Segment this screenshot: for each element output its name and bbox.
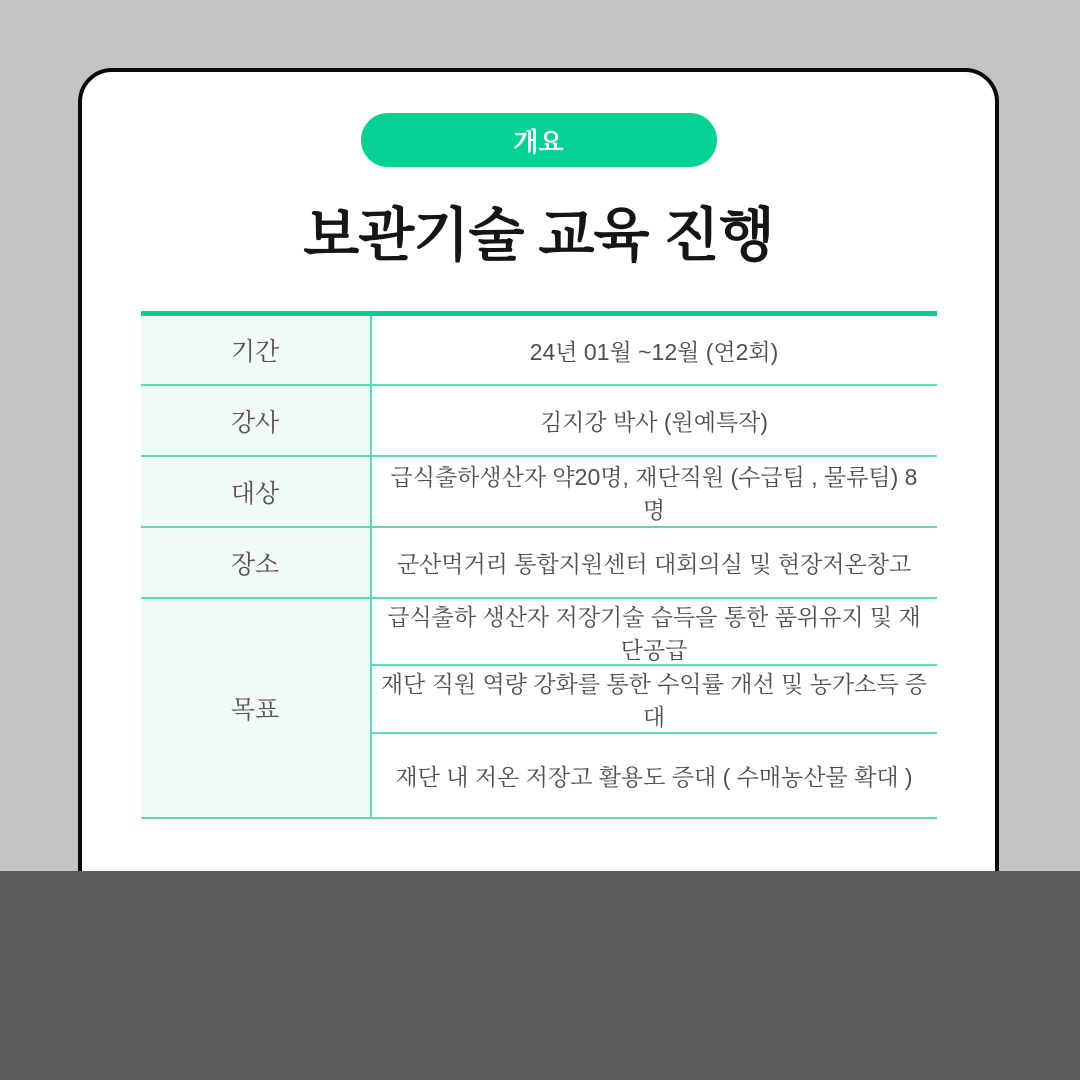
section-badge	[361, 113, 717, 167]
table-row-value-place: 군산먹거리 통합지원센터 대회의실 및 현장저온창고	[372, 528, 937, 599]
table-row-value-period: 24년 01월 ~12월 (연2회)	[372, 316, 937, 386]
table-row-label-period: 기간	[141, 316, 372, 386]
section-badge-label: 개요	[513, 126, 564, 157]
page-title: 보관기술 교육 진행	[303, 203, 774, 268]
table-row-value-goal-2: 재단 직원 역량 강화를 통한 수익률 개선 및 농가소득 증대	[372, 666, 937, 734]
table-row-value-instructor: 김지강 박사 (원예특작)	[372, 386, 937, 457]
table-row-value-goal-1: 급식출하 생산자 저장기술 습득을 통한 품위유지 및 재단공급	[372, 599, 937, 666]
table-row-value-target: 급식출하생산자 약20명, 재단직원 (수급팀 , 물류팀) 8명	[372, 457, 937, 528]
overview-table	[141, 311, 937, 819]
overview-card	[78, 68, 999, 930]
table-row-label-place: 장소	[141, 528, 372, 599]
table-row-label-instructor: 강사	[141, 386, 372, 457]
table-row-label-goal: 목표	[141, 599, 372, 817]
table-row-value-goal-3: 재단 내 저온 저장고 활용도 증대 ( 수매농산물 확대 )	[395, 764, 913, 790]
table-row-label-target: 대상	[141, 457, 372, 528]
footer-overlay-bar	[0, 871, 1080, 1080]
